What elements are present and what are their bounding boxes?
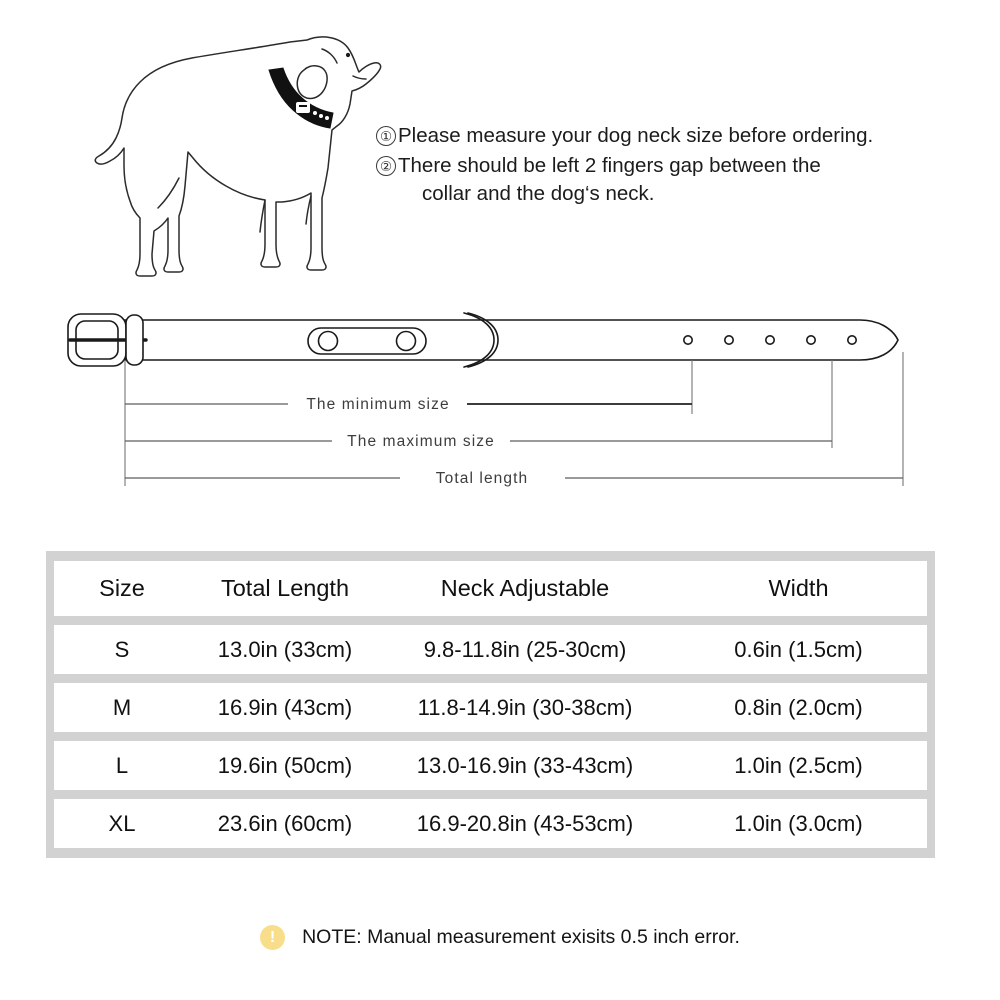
instruction-text: Please measure your dog neck size before ordering. [398, 124, 874, 147]
table-row [54, 683, 927, 732]
minimum-size-label: The minimum size [306, 396, 450, 413]
collar-diagram [60, 296, 950, 506]
column-header-size: Size [99, 575, 145, 601]
instruction-text-first-line: There should be left 2 fingers gap between the [398, 154, 821, 178]
cell-size: S [114, 636, 130, 662]
instruction-text-second-line: collar and the dog‘s neck. [422, 181, 655, 205]
cell-size: L [115, 752, 129, 778]
size-table [46, 551, 935, 858]
total-length-label: Total length [435, 470, 529, 487]
cell-neck-adjustable: 9.8-11.8in (25-30cm) [423, 636, 627, 662]
maximum-size-label: The maximum size [347, 433, 495, 450]
column-header-width: Width [768, 575, 829, 601]
cell-size: XL [108, 810, 136, 836]
cell-total-length: 16.9in (43cm) [217, 694, 353, 720]
dog-collar-band [269, 68, 333, 128]
cell-neck-adjustable: 11.8-14.9in (30-38cm) [417, 694, 633, 720]
dog-illustration [60, 18, 400, 290]
cell-total-length: 19.6in (50cm) [217, 752, 353, 778]
instruction-text [398, 152, 821, 207]
cell-width: 0.6in (1.5cm) [734, 636, 863, 662]
column-header-total-length: Total Length [220, 575, 350, 601]
table-row [54, 625, 927, 674]
cell-width: 0.8in (2.0cm) [734, 694, 863, 720]
cell-size: M [112, 694, 132, 720]
instruction-line [376, 152, 966, 207]
cell-neck-adjustable: 16.9-20.8in (43-53cm) [416, 810, 634, 836]
cell-width: 1.0in (2.5cm) [734, 752, 863, 778]
table-row [54, 741, 927, 790]
instructions-block [376, 122, 966, 210]
instruction-number: ② [376, 156, 396, 176]
cell-total-length: 13.0in (33cm) [217, 636, 353, 662]
dog-line-art [60, 18, 400, 290]
table-row [54, 799, 927, 848]
warning-icon: ! [260, 925, 285, 950]
cell-width: 1.0in (3.0cm) [734, 810, 863, 836]
cell-total-length: 23.6in (60cm) [217, 810, 353, 836]
instruction-number: ① [376, 126, 396, 146]
cell-neck-adjustable: 13.0-16.9in (33-43cm) [416, 752, 634, 778]
collar-measurement-drawing [60, 296, 950, 506]
note-text: NOTE: Manual measurement exisits 0.5 inch error. [302, 926, 740, 948]
table-header-row [54, 561, 927, 616]
instruction-line [376, 122, 966, 149]
column-header-neck-adjustable: Neck Adjustable [440, 575, 610, 601]
note-bar [0, 925, 1000, 950]
